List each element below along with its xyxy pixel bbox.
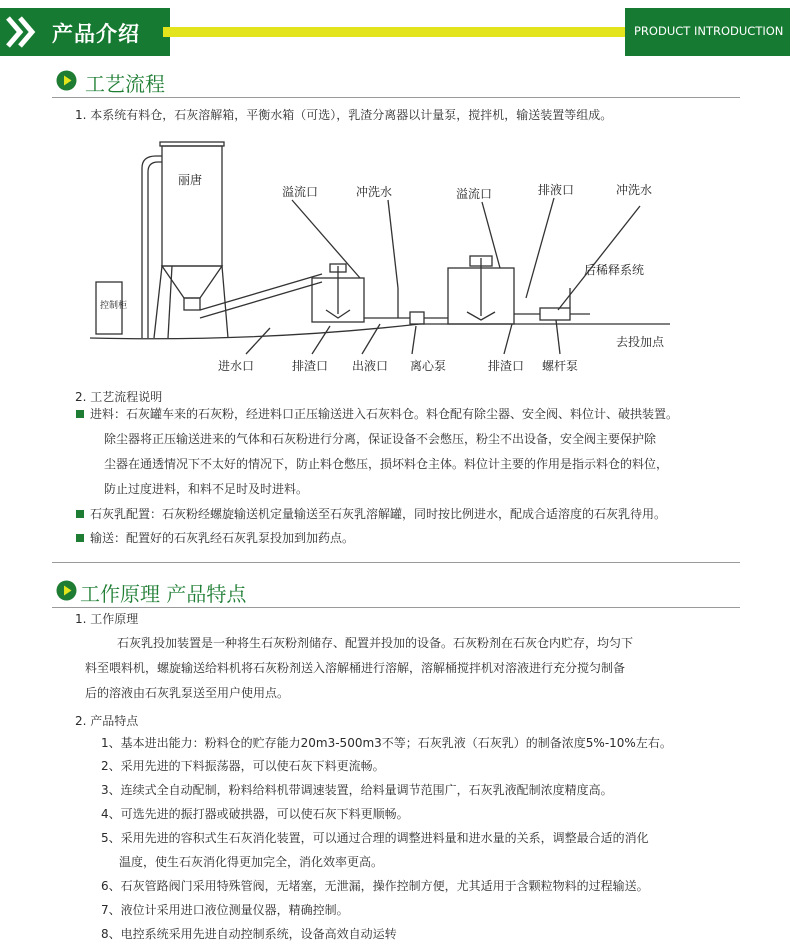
diagram-silo-brand: 丽唐 [178, 173, 203, 187]
principle-subtitle: 1. 工作原理 [75, 612, 139, 626]
bullet-square [76, 410, 84, 418]
explain-item-config: 石灰乳配置：石灰粉经螺旋输送机定量输送至石灰乳溶解罐，同时按比例进水，配成合适溶度的石灰乳待用。 [90, 507, 667, 521]
bullet-square [76, 510, 84, 518]
diagram-water-inlet: 进水口 [218, 359, 255, 373]
diagram-overflow-1: 溢流口 [282, 185, 319, 199]
diagram-slag-outlet-2: 排渣口 [488, 359, 525, 373]
explain-title: 2. 工艺流程说明 [75, 390, 163, 404]
diagram-drain-outlet: 排液口 [538, 183, 575, 197]
explain-item-feed: 进料：石灰罐车来的石灰粉，经进料口正压输送进入石灰料仓。料仓配有除尘器、安全阀、料位计、破拱装置。 [90, 407, 679, 421]
header-title: 产品介绍 [52, 22, 140, 46]
process-flow-diagram [60, 128, 760, 384]
principle-paragraph-line: 料至喂料机，螺旋输送给料机将石灰粉剂送入溶解桶进行溶解，溶解桶搅拌机对溶液进行充分搅匀制备 [85, 661, 626, 675]
feature-item: 1、基本进出能力：粉料仓的贮存能力20m3-500m3不等；石灰乳液（石灰乳）的制备浓度5%-10%左右。 [101, 736, 672, 750]
diagram-flush-1: 冲洗水 [356, 185, 393, 199]
diagram-screw-pump: 螺杆泵 [542, 359, 579, 373]
explain-item-feed-cont: 尘器在通透情况下不太好的情况下，防止料仓憋压，损坏料仓主体。料位计主要的作用是指示料仓的料位， [104, 457, 669, 471]
section-title-process: 工艺流程 [85, 72, 165, 96]
feature-item: 2、采用先进的下料振荡器，可以使石灰下料更流畅。 [101, 759, 385, 773]
explain-item-delivery: 输送：配置好的石灰乳经石灰乳泵投加到加药点。 [90, 531, 355, 545]
section-title-principle: 工作原理 产品特点 [80, 582, 247, 606]
diagram-post-dilution: 后稀释系统 [584, 263, 645, 277]
feature-item: 4、可选先进的振打器或破拱器，可以使石灰下料更顺畅。 [101, 807, 409, 821]
header-title-en: PRODUCT INTRODUCTION [634, 24, 784, 38]
diagram-liquid-outlet: 出液口 [352, 359, 389, 373]
feature-item: 6、石灰管路阀门采用特殊管阀，无堵塞，无泄漏，操作控制方便，尤其适用于含颗粒物料的过程输送。 [101, 879, 649, 893]
principle-paragraph-line: 后的溶液由石灰乳泵送至用户使用点。 [85, 686, 290, 700]
feature-item-cont: 温度，使生石灰消化得更加完全，消化效率更高。 [119, 855, 384, 869]
bullet-square [76, 534, 84, 542]
double-chevron-icon [4, 14, 44, 50]
feature-item: 8、电控系统采用先进自动控制系统，设备高效自动运转 [101, 927, 397, 941]
feature-item: 5、采用先进的容积式生石灰消化装置，可以通过合理的调整进料量和进水量的关系，调整最合适的消化 [101, 831, 649, 845]
diagram-slag-outlet-1: 排渣口 [292, 359, 329, 373]
play-circle-icon [56, 580, 77, 601]
process-intro: 1. 本系统有料仓，石灰溶解箱，平衡水箱（可选），乳渣分离器以计量泵，搅拌机，输送装置等组成。 [75, 108, 613, 122]
feature-item: 7、液位计采用进口液位测量仪器，精确控制。 [101, 903, 349, 917]
principle-paragraph-line: 石灰乳投加装置是一种将生石灰粉剂储存、配置并投加的设备。石灰粉剂在石灰仓内贮存，均匀下 [117, 636, 634, 650]
section-divider [52, 97, 740, 98]
explain-item-feed-cont: 除尘器将正压输送进来的气体和石灰粉进行分离，保证设备不会憋压，粉尘不出设备，安全阀主要保护除 [104, 432, 657, 446]
header-accent-bar [163, 27, 630, 37]
diagram-centrifugal-pump: 离心泵 [410, 359, 447, 373]
section-divider [52, 562, 740, 563]
features-subtitle: 2. 产品特点 [75, 714, 139, 728]
diagram-overflow-2: 溢流口 [456, 187, 493, 201]
explain-item-feed-cont: 防止过度进料，和料不足时及时进料。 [104, 482, 309, 496]
diagram-control-cabinet: 控制柜 [100, 301, 128, 311]
feature-item: 3、连续式全自动配制，粉料给料机带调速装置，给料量调节范围广，石灰乳液配制浓度精度高。 [101, 783, 613, 797]
diagram-to-dosing: 去投加点 [616, 335, 665, 349]
diagram-flush-2: 冲洗水 [616, 183, 653, 197]
play-circle-icon [56, 70, 77, 91]
section-divider [52, 607, 740, 608]
